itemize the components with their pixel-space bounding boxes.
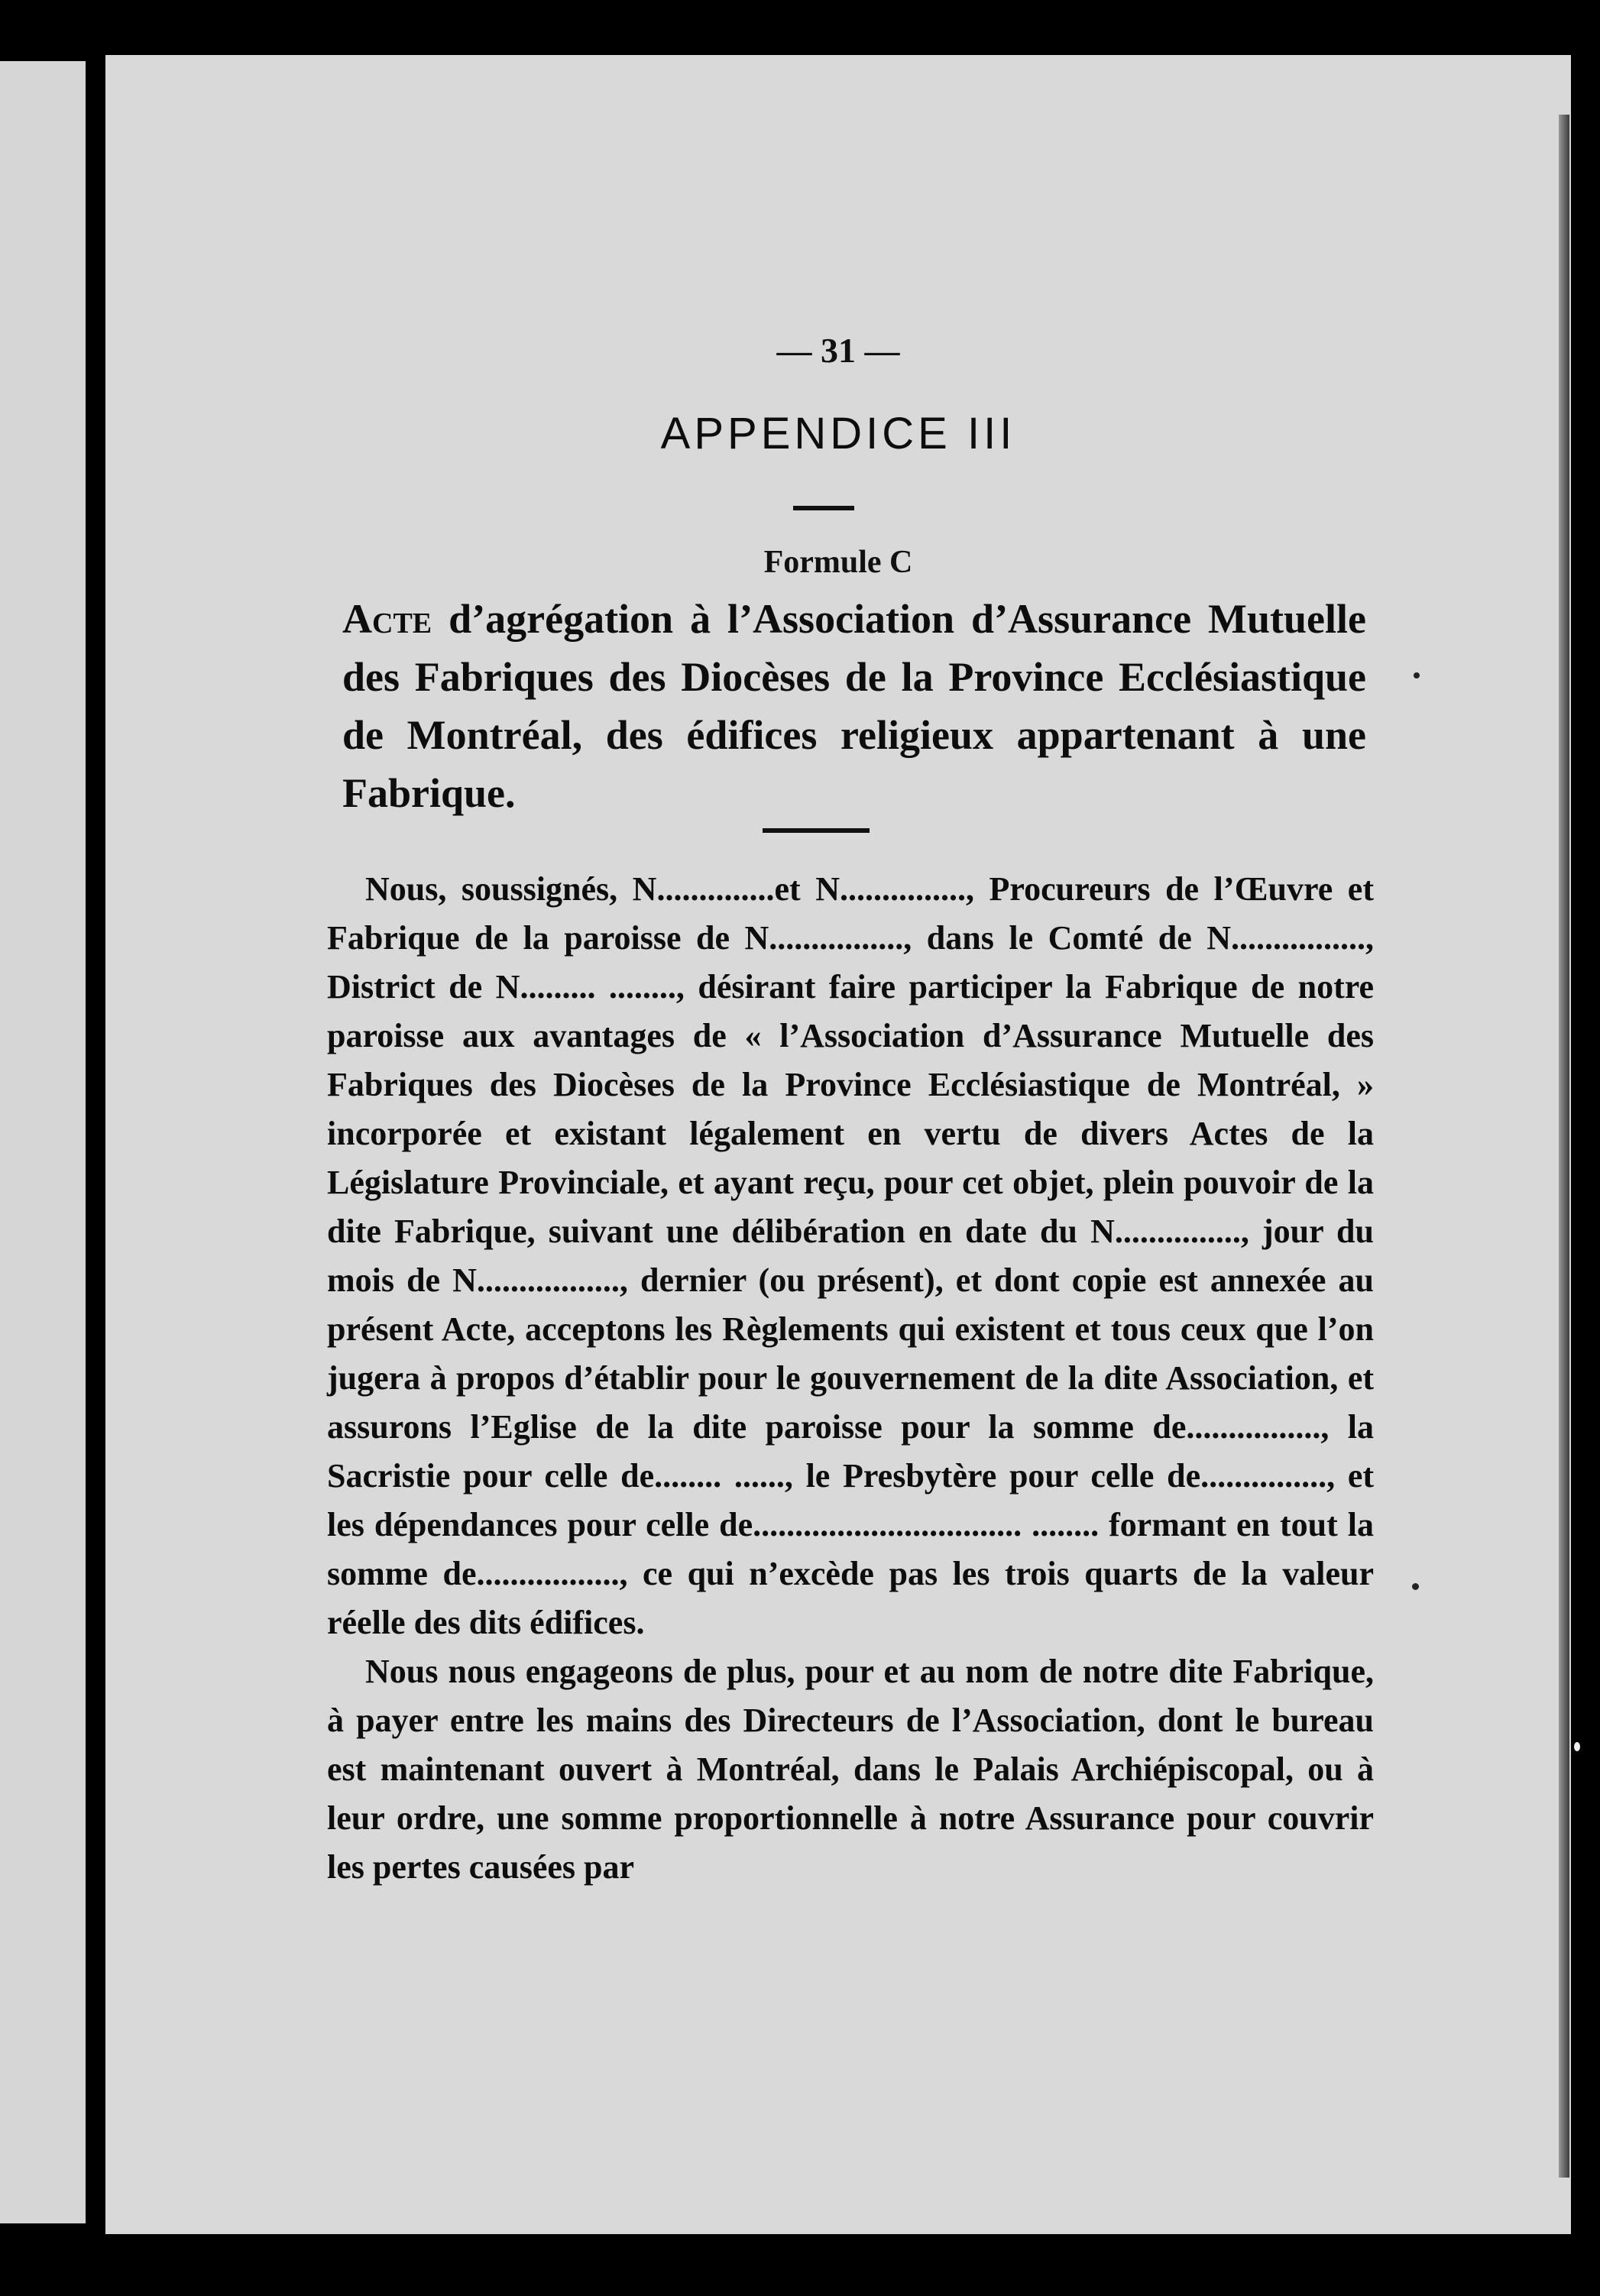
heading-rule: [793, 506, 854, 510]
paragraph-1: Nous, soussignés, N..............et N..............., Procureurs de l’Œuvre et Fabrique de la paroisse de N................, dans le Comté de N................, District de N......... ........, désirant faire participer la Fabrique de notre paroisse aux avantages de « l’Association d’Assurance Mutuelle des Fabriques des Diocèses de la Province Ecclésiastique de Montréal, » incorporée et existant légalement en vertu de divers Actes de la Législature Provinciale, et ayant reçu, pour cet objet, plein pouvoir de la dite Fabrique, suivant une délibération en date du N..............., jour du mois de N................., dernier (ou présent), et dont copie est annexée au présent Acte, acceptons les Règlements qui existent et tous ceux que l’on jugera à propos d’établir pour le gouvernement de la dite Association, et assurons l’Eglise de la dite paroisse pour la somme de................, la Sacristie pour celle de........ ......, le Presbytère pour celle de..............., et les dépendances pour celle de................................ ........ formant en tout la somme de................., ce qui n’excède pas les trois quarts de la valeur réelle des dits édifices.: [327, 870, 1374, 1641]
acte-title-lead: Acte: [342, 596, 432, 642]
appendix-heading: APPENDICE III: [660, 409, 1016, 458]
scan-speck: [1574, 1742, 1580, 1751]
page-edge-shadow: [1559, 115, 1569, 2178]
binding-gutter: [86, 53, 105, 2231]
acte-title: [342, 590, 1366, 822]
formula-heading: Formule C: [763, 545, 913, 580]
scan-speck: [1414, 672, 1420, 678]
body-text: [327, 865, 1374, 1892]
acte-title-rest: d’agrégation à l’Association d’Assurance Mutuelle des Fabriques des Diocèses de la Province Ecclésiastique de Montréal, des édifices religieux appartenant à une Fabrique.: [342, 596, 1366, 816]
scanned-page: [105, 55, 1571, 2234]
section-rule: [763, 828, 870, 833]
facing-page-edge: [0, 61, 86, 2223]
page-number: — 31 —: [776, 331, 900, 370]
scan-speck: [1412, 1583, 1419, 1590]
paragraph-2: Nous nous engageons de plus, pour et au nom de notre dite Fabrique, à payer entre les mains des Directeurs de l’Association, dont le bureau est maintenant ouvert à Montréal, dans le Palais Archiépiscopal, ou à leur ordre, une somme proportionnelle à notre Assurance pour couvrir les pertes causées par: [327, 1653, 1374, 1886]
